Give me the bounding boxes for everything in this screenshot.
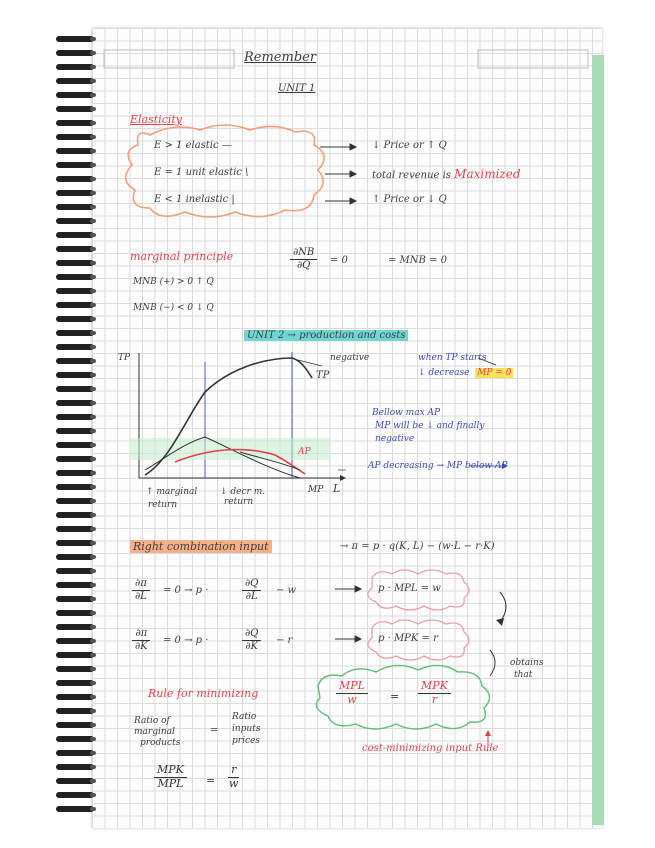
final-r-w xyxy=(226,764,241,790)
final-mpl-den: MPL xyxy=(157,776,184,790)
dpi-dk-equals: = 0 → p · xyxy=(163,635,209,646)
marginal-principle-label: marginal principle xyxy=(130,250,234,263)
tp-curve-label: TP xyxy=(316,370,330,381)
dpi-dl-equals: = 0 → p · xyxy=(163,585,209,596)
decr-return-label: ↓ decr m. xyxy=(220,487,266,497)
l-axis-label: L xyxy=(333,482,341,495)
mp-zero-highlight: MP = 0 xyxy=(477,368,512,378)
dq-dl-den: ∂L xyxy=(245,590,258,602)
note-below-max-ap: Bellow max AP xyxy=(372,408,441,418)
final-mpk-num: MPK xyxy=(154,764,187,778)
ratio-eq-sign: = xyxy=(210,725,219,736)
unit-elastic-condition: E = 1 unit elastic \ xyxy=(154,167,249,178)
mnb-equals: = MNB = 0 xyxy=(388,255,447,266)
page-title: Remember xyxy=(244,50,317,65)
mnb-positive: MNB (+) > 0 ↑ Q xyxy=(133,277,214,287)
ratio-mpl-w xyxy=(336,680,368,706)
final-mpk-mpl xyxy=(154,764,187,790)
mp-numerator: ∂NB xyxy=(290,247,317,260)
marginal-return-label-2: return xyxy=(148,500,178,510)
cloud1-equation: p · MPL = w xyxy=(378,583,441,594)
maximized-text: Maximized xyxy=(454,167,521,181)
dpi-dl-den: ∂L xyxy=(135,590,147,602)
obtains-label: obtains xyxy=(510,658,544,668)
note-ap-decreasing: AP decreasing → MP below AP xyxy=(368,461,508,471)
ratio-mpk-num: MPK xyxy=(418,680,451,694)
decr-return-label-2: return xyxy=(224,497,254,507)
mp-denominator: ∂Q xyxy=(296,259,311,271)
dpi-dk-num: ∂π xyxy=(132,628,150,641)
final-w-den: w xyxy=(229,776,239,790)
ratio-w-den: w xyxy=(347,692,357,706)
dpi-dk-den: ∂K xyxy=(135,640,148,652)
cloud2-equation: p · MPK = r xyxy=(378,633,438,644)
unit1-heading: UNIT 1 xyxy=(278,83,316,94)
tp-axis-label: TP xyxy=(118,353,131,363)
ratio-label: Ratio xyxy=(232,712,257,722)
note-mp-will-be: MP will be ↓ and finally xyxy=(375,421,485,431)
inelastic-condition: E < 1 inelastic | xyxy=(154,194,235,205)
elastic-condition: E > 1 elastic — xyxy=(154,140,232,151)
note-negative: negative xyxy=(375,434,415,444)
profit-equation: → π = p · q(K, L) − (w·L − r·K) xyxy=(340,541,495,552)
dq-dk-den: ∂K xyxy=(245,640,259,652)
cost-minimizing-rule: cost-minimizing input Rule xyxy=(362,743,499,754)
ratio-mpl-num: MPL xyxy=(336,680,368,694)
revenue-text: total revenue is xyxy=(372,170,451,181)
note-decrease-text: ↓ decrease xyxy=(418,368,470,378)
inputs-label: inputs xyxy=(232,724,261,734)
ap-curve-label: AP xyxy=(298,447,311,457)
dpi-dl-num: ∂π xyxy=(132,578,150,591)
final-r-num: r xyxy=(228,764,239,778)
final-equals: = xyxy=(206,774,216,787)
that-label: that xyxy=(514,670,533,680)
ratio-of-label: Ratio of xyxy=(134,716,170,726)
mp-equals: = 0 xyxy=(330,255,348,266)
marginal-label: marginal xyxy=(134,727,175,737)
note-tp-starts: when TP starts xyxy=(418,353,487,363)
mnb-negative: MNB (−) < 0 ↓ Q xyxy=(133,303,214,313)
prices-label: prices xyxy=(232,736,260,746)
dq-dl-num: ∂Q xyxy=(242,578,261,591)
right-combination-text: Right combination input xyxy=(130,540,272,553)
dq-dk-num: ∂Q xyxy=(242,628,261,641)
minus-r: − r xyxy=(276,635,293,646)
products-label: products xyxy=(140,738,181,748)
inelastic-effect: ↑ Price or ↓ Q xyxy=(372,194,447,205)
ratio-r-den: r xyxy=(431,692,438,706)
mp-curve-label: MP xyxy=(308,485,324,495)
rule-for-minimizing: Rule for minimizing xyxy=(148,687,259,700)
elasticity-label: Elasticity xyxy=(130,113,183,126)
marginal-return-label: ↑ marginal xyxy=(146,487,198,497)
unit2-heading-text: UNIT 2 → production and costs xyxy=(244,330,408,341)
negative-label: negative xyxy=(330,353,370,363)
minus-w: − w xyxy=(276,585,297,596)
ratio-equals: = xyxy=(390,690,400,703)
ratio-mpk-r xyxy=(418,680,451,706)
elastic-effect: ↓ Price or ↑ Q xyxy=(372,140,447,151)
